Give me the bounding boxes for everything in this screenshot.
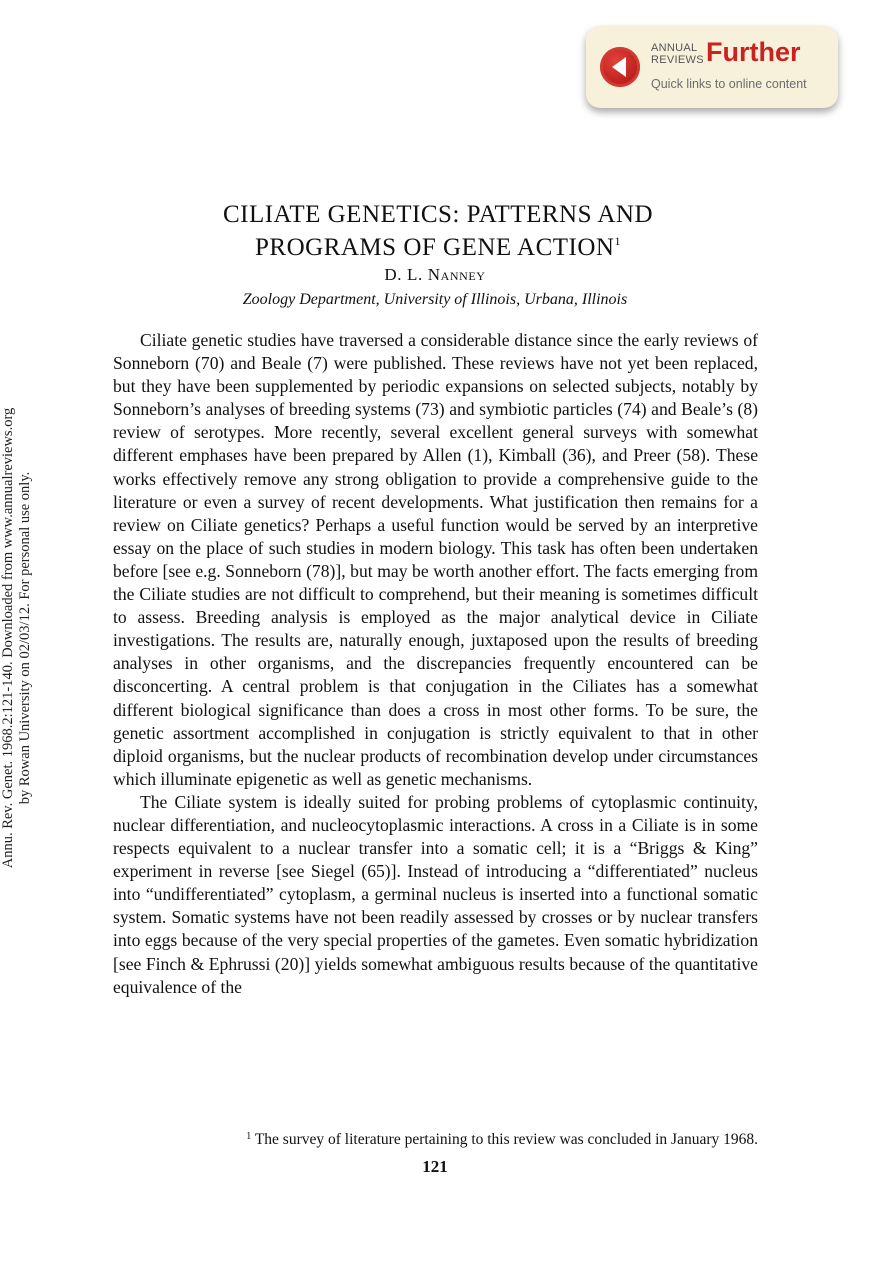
annual-label: ANNUAL — [651, 42, 698, 54]
author-name — [0, 265, 870, 285]
footnote — [113, 1127, 758, 1150]
title-line2 — [0, 228, 876, 261]
title-line1: CILIATE GENETICS: PATTERNS AND — [222, 201, 654, 228]
paragraph-1: Ciliate genetic studies have traversed a considerable distance since the early reviews of Sonneborn (70) and Beale (7) were published. These reviews have not yet been replaced, but they have been supplemented by periodic expansions on selected subjects, notably by Sonneborn’s analyses of breeding systems (73) and symbiotic particles (74) and Beale’s (8) review of serotypes. More recently, several excellent general surveys with somewhat different emphases have been prepared by Allen (1), Kimball (36), and Preer (58). These works effectively remove any strong obligation to provide a comprehensive guide to the literature or even a survey of recent developments. What justification then remains for a review on Ciliate genetics? Perhaps a useful function would be served by an interpretive essay on the place of such studies in modern biology. This task has often been undertaken before [see e.g. Sonneborn (78)], but may be worth another effort. The facts emerging from the Ciliate studies are not difficult to comprehend, but their meaning is sometimes difficult to assess. Breeding analysis is employed as the major analytical device in Ciliate investigations. The results are, naturally enough, juxtaposed upon the results of breeding analyses in other organisms, and the discrepancies frequently encountered can be disconcerting. A central problem is that conjugation in the Ciliates has a somewhat different biological significance than does a cross in most other forms. To be sure, the genetic assortment accomplished in conjugation is strictly equivalent to that in other diploid organisms, but the nuclear products of recombination develop under circumstances which illuminate epigenetic as well as genetic mechanisms. — [113, 330, 758, 789]
download-notice — [0, 358, 40, 918]
author-surname: Nanney — [427, 265, 486, 284]
further-badge-link[interactable] — [586, 26, 838, 108]
author-affiliation: Zoology Department, University of Illinois, Urbana, Illinois — [242, 291, 628, 308]
play-icon — [600, 47, 640, 87]
footnote-text: The survey of literature pertaining to this review was concluded in January 1968. — [254, 1131, 758, 1148]
reviews-label: REVIEWS — [651, 54, 704, 66]
title-line2-text: PROGRAMS OF GENE ACTION — [255, 234, 615, 261]
article-title — [0, 202, 876, 261]
download-notice-line1: Annu. Rev. Genet. 1968.2:121-140. Downloaded from www.annualreviews.org — [0, 407, 16, 869]
annual-reviews-logo-text — [651, 42, 704, 66]
footnote-mark: 1 — [246, 1131, 252, 1142]
download-notice-line2: by Rowan University on 02/03/12. For personal use only. — [17, 471, 33, 805]
article-body — [113, 329, 758, 999]
title-footnote-mark: 1 — [614, 234, 621, 248]
further-label: Further — [706, 37, 801, 67]
author-initials: D. L. — [384, 265, 423, 284]
paragraph-2: The Ciliate system is ideally suited for probing problems of cytoplasmic continuity, nuclear differentiation, and nucleocytoplasmic interactions. A cross in a Ciliate is in some respects equivalent to a nuclear transfer into a somatic cell; it is a “Briggs & King” experiment in reverse [see Siegel (65)]. Instead of introducing a “differentiated” nucleus into “undifferentiated” cytoplasm, a germinal nucleus is inserted into a functional somatic system. Somatic systems have not been readily assessed by crosses or by nuclear transfers into eggs because of the very special properties of the gametes. Even somatic hybridization [see Finch & Ephrussi (20)] yields somewhat ambiguous results because of the quantitative equivalence of the — [113, 791, 758, 997]
quick-links-label: Quick links to online content — [651, 77, 807, 91]
page-number: 121 — [422, 1157, 448, 1176]
